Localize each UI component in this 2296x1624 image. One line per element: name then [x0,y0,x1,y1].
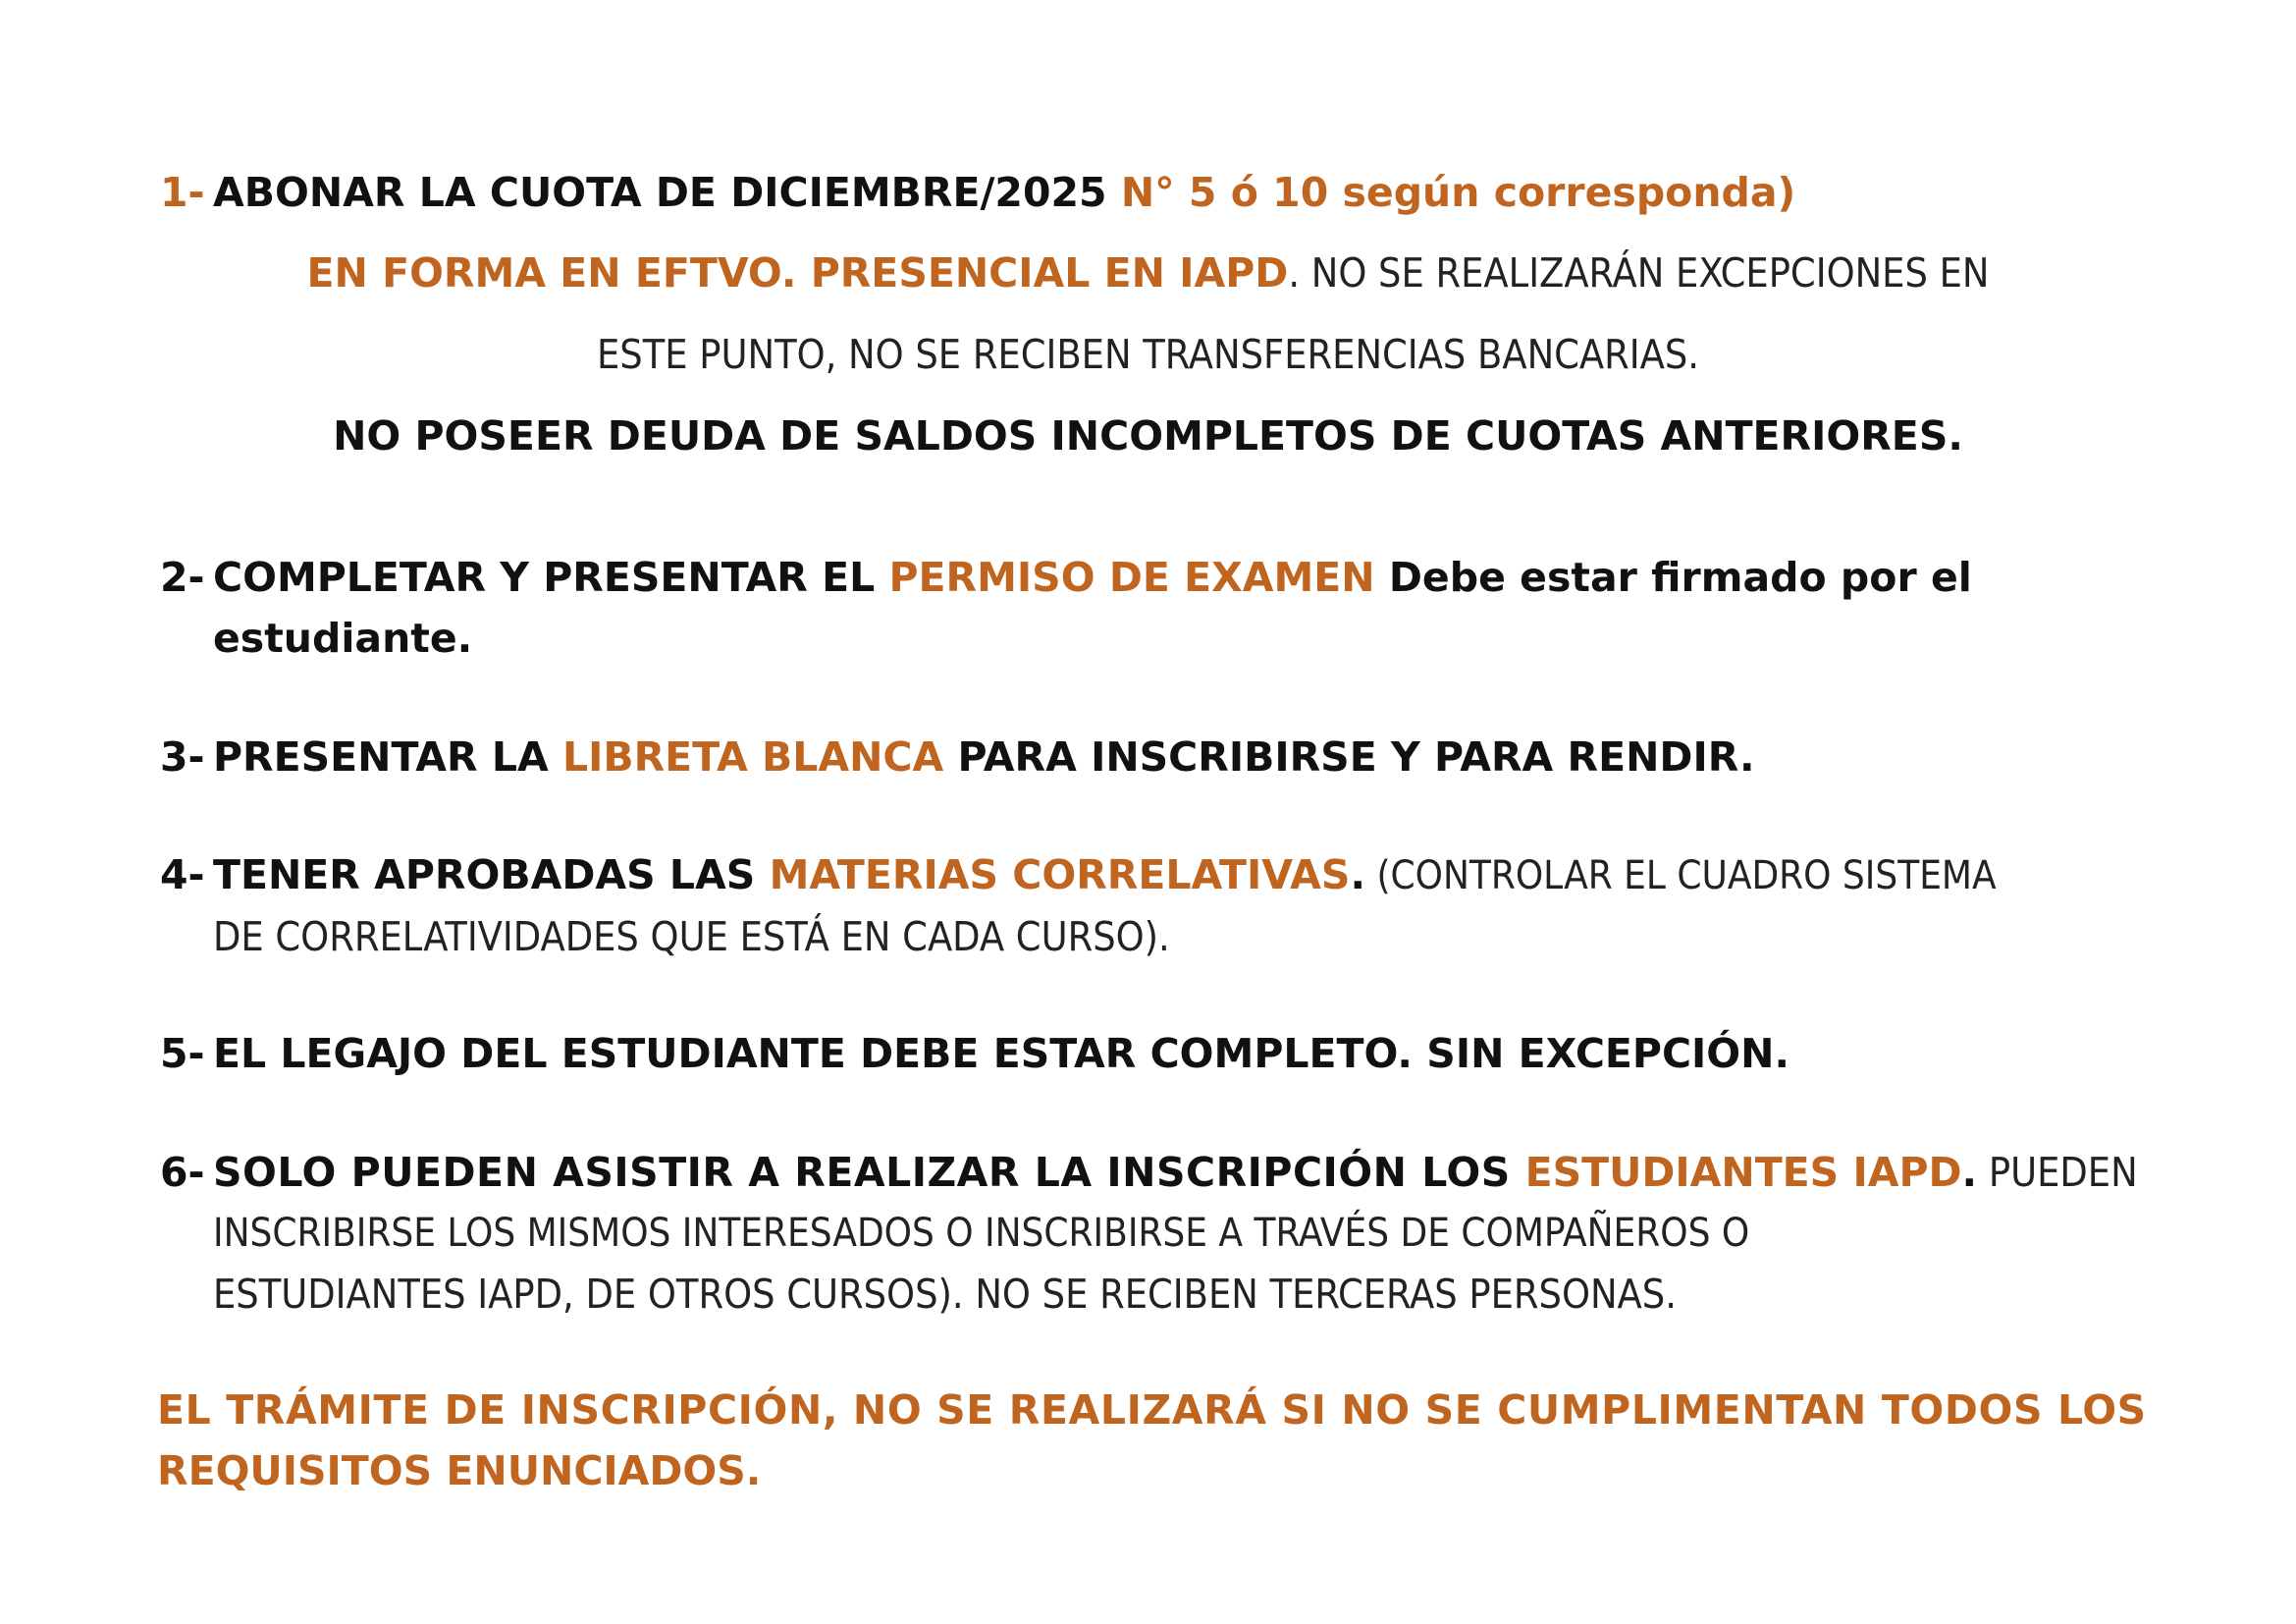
item-text-continued: estudiante. [213,615,473,662]
requirement-3 [160,727,2192,787]
item-text: . NO SE REALIZARÁN EXCEPCIONES EN [1288,249,1990,297]
item-text: Debe estar firmado por el [1374,554,1972,601]
item-highlight: MATERIAS CORRELATIVAS [769,851,1351,898]
closing-notice [157,1380,2189,1501]
item-text: SOLO PUEDEN ASISTIR A REALIZAR LA INSCRIPCIÓN LOS [213,1149,1525,1196]
requirement-1 [160,162,2192,223]
requirement-5 [160,1023,2192,1084]
item-highlight: PERMISO DE EXAMEN [888,554,1375,601]
requirement-1-line-3 [0,325,2296,384]
item-text: EL LEGAJO DEL ESTUDIANTE DEBE ESTAR COMPLETO. SIN EXCEPCIÓN. [213,1030,1790,1077]
requirement-4 [160,844,2192,967]
item-text: PRESENTAR LA [213,733,562,781]
requirement-1-line-4 [0,406,2296,465]
item-text-continued: INSCRIBIRSE LOS MISMOS INTERESADOS O INSCRIBIRSE A TRAVÉS DE COMPAÑEROS O [213,1211,1750,1256]
item-text: NO POSEER DEUDA DE SALDOS INCOMPLETOS DE CUOTAS ANTERIORES. [333,412,1963,460]
item-number: 2- [160,554,205,601]
item-highlight: LIBRETA BLANCA [561,733,944,781]
item-text: ABONAR LA CUOTA DE DICIEMBRE/2025 [213,169,1107,216]
item-text: (CONTROLAR EL CUADRO SISTEMA [1365,853,1997,898]
requirement-1-line-2 [0,244,2296,302]
item-text: TENER APROBADAS LAS [213,851,770,898]
item-number: 4- [160,851,205,898]
item-text: PUEDEN [1977,1149,2138,1196]
item-text: COMPLETAR Y PRESENTAR EL [213,554,889,601]
item-highlight: ESTUDIANTES IAPD [1524,1149,1962,1196]
closing-notice-line-2: REQUISITOS ENUNCIADOS. [157,1447,762,1494]
item-number: 3- [160,733,205,781]
item-text: . [1350,851,1366,898]
item-text: PARA INSCRIBIRSE Y PARA RENDIR. [943,733,1755,781]
item-number: 5- [160,1030,205,1077]
item-text: ESTE PUNTO, NO SE RECIBEN TRANSFERENCIAS BANCARIAS. [596,331,1699,378]
item-text-continued: DE CORRELATIVIDADES QUE ESTÁ EN CADA CURSO). [213,913,1170,960]
requirement-6 [160,1142,2192,1325]
requirement-2 [160,547,2192,669]
item-highlight: EN FORMA EN EFTVO. PRESENCIAL EN IAPD [306,249,1289,297]
closing-notice-line-1: EL TRÁMITE DE INSCRIPCIÓN, NO SE REALIZARÁ SI NO SE CUMPLIMENTAN TODOS LOS [157,1386,2147,1434]
item-number: 1- [160,169,205,216]
item-highlight: N° 5 ó 10 según corresponda) [1106,169,1796,216]
item-number: 6- [160,1149,205,1196]
item-text: . [1961,1149,1978,1196]
item-text-continued: ESTUDIANTES IAPD, DE OTROS CURSOS). NO SE RECIBEN TERCERAS PERSONAS. [213,1271,1677,1318]
